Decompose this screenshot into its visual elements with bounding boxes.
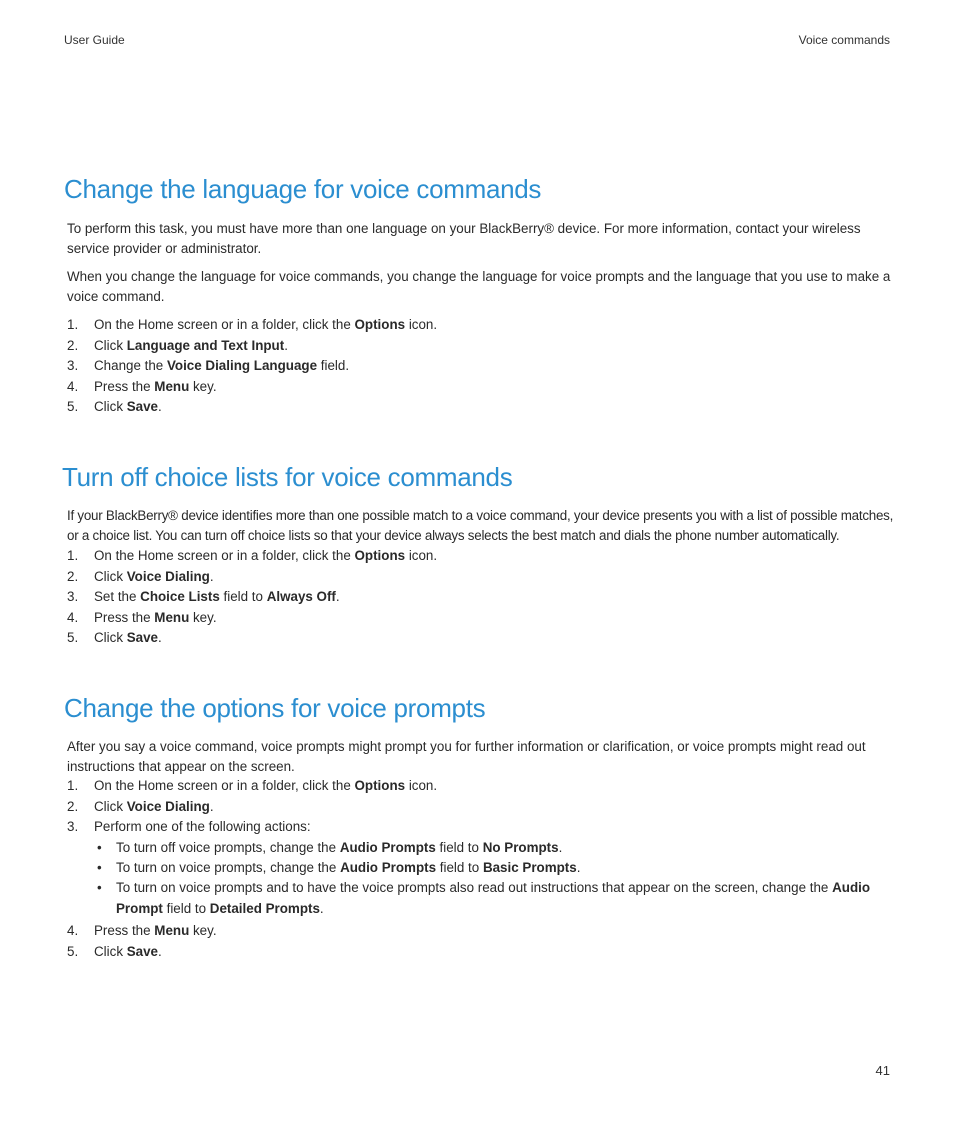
running-header-left: User Guide — [64, 33, 125, 47]
step-number: 5. — [67, 630, 79, 646]
actions-bullet-list — [94, 838, 897, 919]
bullet-marker: • — [97, 839, 102, 855]
section-title-voice-prompts: Change the options for voice prompts — [64, 693, 486, 723]
step-item: 3. Perform one of the following actions: • To turn off voice prompts, change the Audio Prompts field to No Prompts. • To turn on voice prompts, change the Audio Prompts field to Basic Prompts. • To turn on voice prompts and to have the voice prompts also read out instructions that appear on the screen, change the Audio Prompt field to Detailed Prompts. — [67, 817, 897, 919]
bullet-marker: • — [97, 880, 102, 896]
step-item: 5. Click Save. — [67, 942, 897, 963]
step-item: 1. On the Home screen or in a folder, click the Options icon. — [67, 315, 897, 336]
paragraph: If your BlackBerry® device identifies more than one possible match to a voice command, your device presents you with a list of possible matches, or a choice list. You can turn off choice lists so that your device always selects the best match and dials the phone number automatically. — [67, 508, 894, 543]
step-number: 3. — [67, 819, 79, 835]
bullet-item: • To turn on voice prompts and to have the voice prompts also read out instructions that appear on the screen, change the Audio Prompt field to Detailed Prompts. — [97, 880, 871, 916]
step-number: 4. — [67, 922, 79, 938]
paragraph: To perform this task, you must have more than one language on your BlackBerry® device. For more information, contact your wireless service provider or administrator. — [67, 221, 861, 256]
step-number: 3. — [67, 589, 79, 605]
paragraph: After you say a voice command, voice prompts might prompt you for further information or clarification, or voice prompts might read out instructions that appear on the screen. — [67, 739, 866, 774]
step-number: 4. — [67, 378, 79, 394]
step-number: 1. — [67, 317, 79, 332]
step-item: 4. Press the Menu key. — [67, 377, 897, 398]
step-number: 2. — [67, 568, 79, 584]
step-item: 2. Click Voice Dialing. — [67, 567, 897, 588]
step-item: 4. Press the Menu key. — [67, 921, 897, 942]
section-title-choice-lists: Turn off choice lists for voice commands — [62, 462, 513, 492]
section-title-language: Change the language for voice commands — [64, 174, 542, 204]
step-number: 5. — [67, 399, 79, 415]
step-item: 5. Click Save. — [67, 397, 897, 418]
step-number: 3. — [67, 358, 79, 374]
step-item: 4. Press the Menu key. — [67, 608, 897, 629]
step-number: 1. — [67, 778, 79, 793]
paragraph: When you change the language for voice commands, you change the language for voice prompts and the language that you use to make a voice command. — [67, 269, 891, 304]
bullet-item: • To turn on voice prompts, change the Audio Prompts field to Basic Prompts. — [94, 858, 897, 878]
step-item: 1. On the Home screen or in a folder, click the Options icon. — [67, 546, 897, 567]
running-header-right: Voice commands — [798, 33, 890, 47]
bullet-item: • To turn off voice prompts, change the Audio Prompts field to No Prompts. — [94, 838, 897, 858]
step-number: 2. — [67, 798, 79, 814]
step-item: 3. Set the Choice Lists field to Always Off. — [67, 587, 897, 608]
step-item: 2. Click Voice Dialing. — [67, 797, 897, 818]
step-number: 4. — [67, 609, 79, 625]
step-item: 2. Click Language and Text Input. — [67, 336, 897, 357]
step-number: 1. — [67, 548, 79, 563]
bullet-marker: • — [97, 860, 102, 876]
steps-list — [67, 315, 897, 418]
step-number: 2. — [67, 337, 79, 353]
step-item: 5. Click Save. — [67, 628, 897, 649]
step-item: 1. On the Home screen or in a folder, click the Options icon. — [67, 776, 897, 797]
steps-list — [67, 776, 897, 962]
step-number: 5. — [67, 943, 79, 959]
step-item: 3. Change the Voice Dialing Language field. — [67, 356, 897, 377]
steps-list — [67, 546, 897, 649]
page-number: 41 — [875, 1063, 890, 1078]
